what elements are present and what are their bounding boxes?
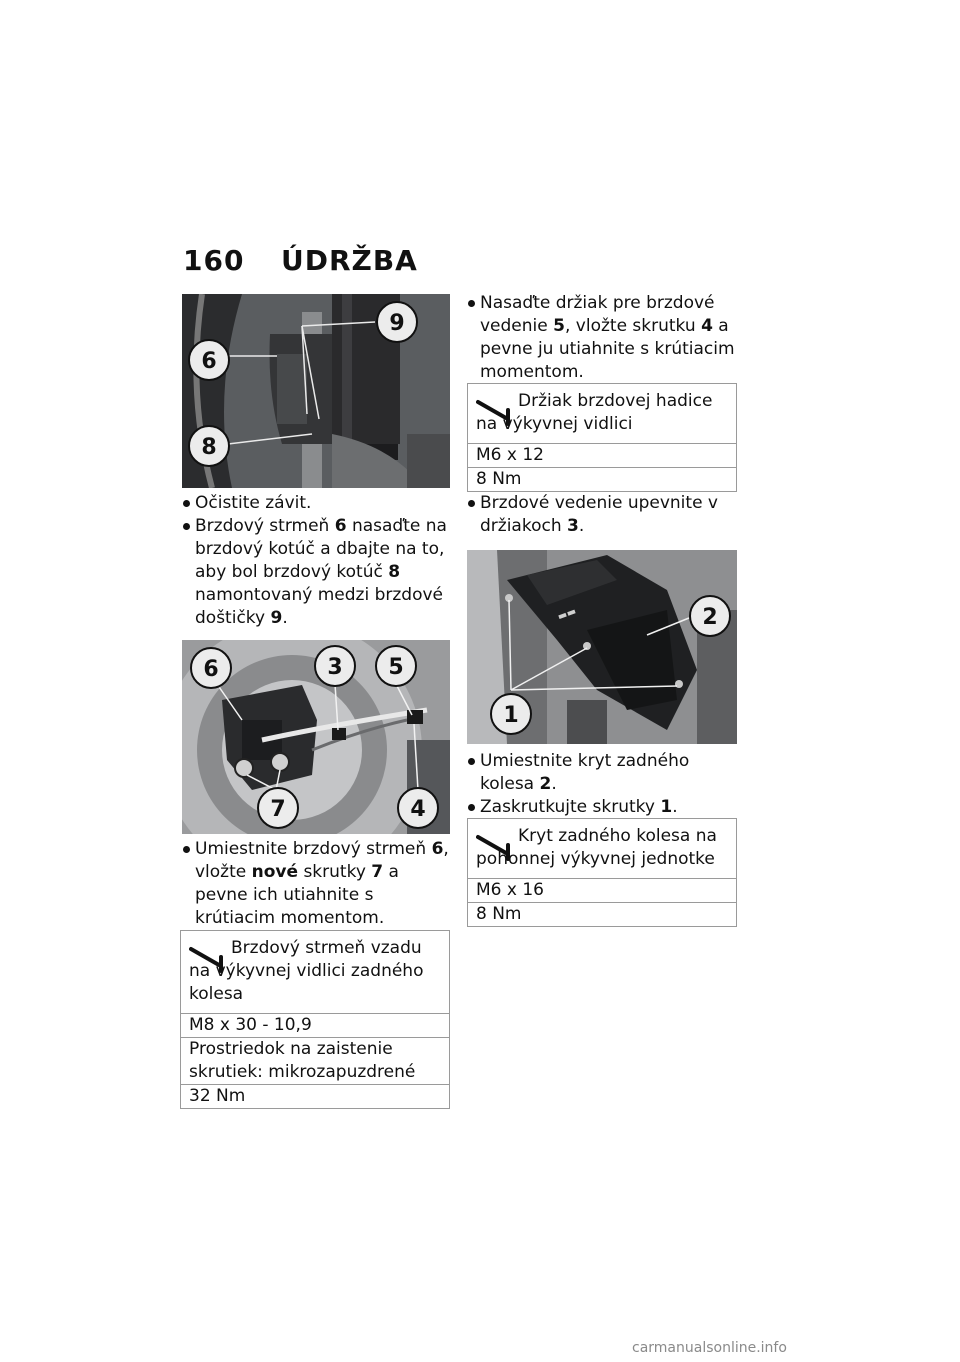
spec-table-header [468, 819, 736, 879]
spec-row: Prostriedok na zaistenie skrutiek: mikrozapuzdrené [181, 1038, 449, 1085]
figure-rear-wheel-cover [467, 550, 737, 744]
spec-row: 32 Nm [189, 1086, 246, 1106]
left-instructions [182, 492, 450, 630]
svg-text:9: 9 [389, 311, 405, 336]
svg-text:5: 5 [388, 655, 404, 680]
svg-text:6: 6 [203, 657, 219, 682]
figure-caliper-bolts [182, 640, 450, 834]
page-header [183, 244, 418, 277]
svg-text:1: 1 [503, 703, 519, 728]
callout-6 [189, 340, 229, 380]
spec-table-title: Brzdový strmeň vzadu na výkyvnej vidlici zadného kolesa [189, 938, 424, 1004]
spec-table-brake-caliper [180, 930, 450, 1109]
right-instructions-3 [467, 750, 735, 819]
spec-table-header [181, 931, 449, 1014]
callout-9 [377, 302, 417, 342]
spec-row: M8 x 30 - 10,9 [181, 1014, 449, 1038]
right-instructions [467, 292, 735, 384]
svg-text:2: 2 [702, 605, 718, 630]
callout-2 [690, 596, 730, 636]
page-number: 160 [183, 244, 245, 277]
watermark[interactable]: carmanualsonline.info [632, 1340, 787, 1356]
callout-3 [315, 646, 355, 686]
spec-table-wheel-cover [467, 818, 737, 927]
right-instructions-2 [467, 492, 735, 538]
list-item: Umiestnite kryt zadného kolesa 2. [467, 750, 735, 796]
callout-6 [191, 648, 231, 688]
svg-text:8: 8 [201, 435, 217, 460]
spec-table-title: Držiak brzdovej hadice na výkyvnej vidlici [476, 391, 713, 434]
page-title: ÚDRŽBA [281, 244, 418, 277]
torque-wrench-icon [476, 831, 514, 861]
spec-table-header [468, 384, 736, 444]
list-item: Zaskrutkujte skrutky 1. [467, 796, 735, 819]
spec-row: M6 x 12 [468, 444, 736, 468]
list-item: Brzdové vedenie upevnite v držiakoch 3. [467, 492, 735, 538]
list-item: Nasaďte držiak pre brzdové vedenie 5, vložte skrutku 4 a pevne ju utiahnite s krútiacim momentom. [467, 292, 735, 384]
callout-8 [189, 426, 229, 466]
callout-5 [376, 646, 416, 686]
spec-row: 8 Nm [476, 469, 522, 489]
figure-brake-caliper-disc [182, 294, 450, 488]
list-item: Umiestnite brzdový strmeň 6, vložte nové skrutky 7 a pevne ich utiahnite s krútiacim momentom. [182, 838, 450, 930]
callout-4 [398, 788, 438, 828]
svg-text:4: 4 [410, 797, 426, 822]
callout-1 [491, 694, 531, 734]
spec-table-title: Kryt zadného kolesa na pohonnej výkyvnej jednotke [476, 826, 717, 869]
spec-row: 8 Nm [476, 904, 522, 924]
list-item: Očistite závit. [182, 492, 450, 515]
torque-wrench-icon [476, 396, 514, 426]
spec-table-brake-hose-holder [467, 383, 737, 492]
svg-text:7: 7 [270, 797, 286, 822]
svg-text:3: 3 [327, 655, 343, 680]
torque-wrench-icon [189, 943, 227, 973]
callout-7 [258, 788, 298, 828]
svg-text:6: 6 [201, 349, 217, 374]
list-item: Brzdový strmeň 6 nasaďte na brzdový kotúč a dbajte na to, aby bol brzdový kotúč 8 namontovaný medzi brzdové doštičky 9. [182, 515, 450, 630]
svg-text:▬▬: ▬▬ [556, 606, 578, 623]
left-instructions-2 [182, 838, 450, 930]
spec-row: M6 x 16 [468, 879, 736, 903]
